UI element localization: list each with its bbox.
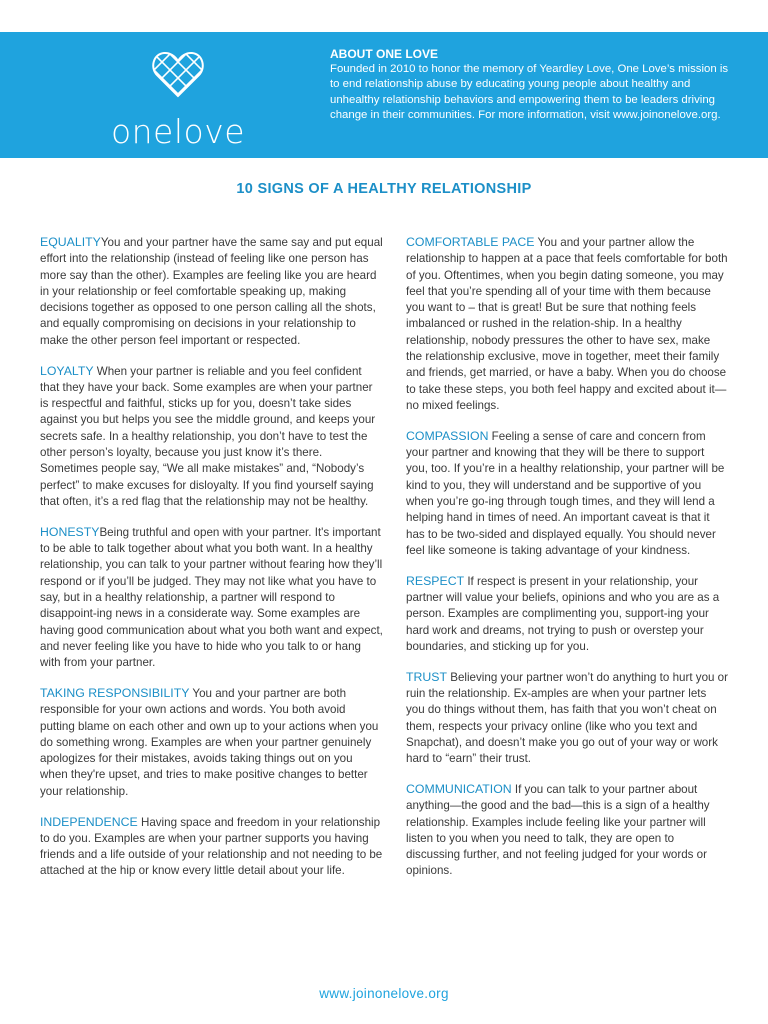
section-equality xyxy=(40,234,383,349)
section-text: Feeling a sense of care and concern from your partner and knowing that they will be there to support you, too. If you’re in a healthy relationship, your partner will be kind to you, they will understand and be supportive of you when you’re go-ing through tough times, and they will lend a helping hand in times of need. An important caveat is that it has to be two-sided and displayed equally. You should never feel like someone is taking advantage of your kindness. xyxy=(406,429,725,557)
section-heading: EQUALITY xyxy=(40,235,101,249)
footer-website-link[interactable]: www.joinonelove.org xyxy=(319,986,449,1001)
section-heading: COMMUNICATION xyxy=(406,781,512,796)
section-heading: COMPASSION xyxy=(406,428,489,443)
section-communication xyxy=(406,781,728,880)
section-text: When your partner is reliable and you feel confident that they have your back. Some examples are when your partner is respectful and faithful, sticks up for you, doesn’t take sides against you but helps you see the middle ground, and keeps your secrets safe. In a healthy relationship, you don’t have to test the other person’s loyalty, because you just know it’s there. Sometimes people say, “We all make mistakes” and, “Nobody’s perfect” to make excuses for disloyalty. If you find yourself saying that often, it’s a red flag that the relationship may not be healthy. xyxy=(40,364,376,508)
section-heading: HONESTY xyxy=(40,524,100,539)
section-honesty xyxy=(40,524,383,672)
section-text: Believing your partner won’t do anything to hurt you or ruin the relationship. Ex-amples are when your partner lets you do things without them, has faith that you won’t cheat on them, respects your privacy online (like who you text and Snapchat), and doesn’t make you go out of your way or work hard to “earn” their trust. xyxy=(406,670,728,766)
section-loyalty xyxy=(40,363,383,511)
section-independence xyxy=(40,814,383,880)
section-heading: LOYALTY xyxy=(40,363,94,378)
heart-lattice-icon xyxy=(152,48,204,100)
left-column xyxy=(40,234,383,893)
section-text: Having space and freedom in your relationship to do you. Examples are when your partner supports you having friends and a life outside of your relationship and not needing to be attached at the hip or know every little detail about your life. xyxy=(40,815,383,878)
section-heading: INDEPENDENCE xyxy=(40,814,138,829)
about-title: ABOUT ONE LOVE xyxy=(330,47,439,61)
section-heading: TRUST xyxy=(406,669,447,684)
section-heading: TAKING RESPONSIBILITY xyxy=(40,685,190,700)
right-column xyxy=(406,234,728,893)
one-love-logo[interactable] xyxy=(96,44,260,154)
page-title: 10 SIGNS OF A HEALTHY RELATIONSHIP xyxy=(236,181,532,197)
section-text: You and your partner are both responsible for your own actions and words. You both avoid putting blame on each other and own up to your actions when you do something wrong. Examples are when your partner genuinely apologizes for their mistakes, avoids taking things out on you when they're upset, and tries to make positive changes to better your relationship. xyxy=(40,686,379,798)
header-banner xyxy=(0,32,768,158)
about-block xyxy=(330,47,730,123)
section-heading: COMFORTABLE PACE xyxy=(406,235,535,249)
section-text: If respect is present in your relationship, your partner will value your beliefs, opinions and who you are as a person. Examples are complimenting you, support-ing your hard work and dreams, not trying to push or overstep your boundaries, and sticking up for you. xyxy=(406,574,720,653)
section-text: Being truthful and open with your partner. It's important to be able to talk together about what you both want. In a healthy relationship, you can talk to your partner without fearing how they’ll respond or if you’ll be judged. They may not like what you have to say, but in a healthy relationship, a partner will respond to disappoint-ing news in a considerate way. Some examples are having good communication about what you both want and expect, and never feeling like you have to hide who you talk to or hang with from your partner. xyxy=(40,525,383,670)
section-comfortable-pace xyxy=(406,234,728,414)
section-respect xyxy=(406,573,728,655)
logo-wordmark: onelove xyxy=(110,112,246,151)
section-compassion xyxy=(406,428,728,559)
section-text: You and your partner allow the relationship to happen at a pace that feels comfortable for both of you. Oftentimes, when you begin dating someone, you may feel that you’re spending all of your time with them because you want to – that is great! But be sure that nothing feels imbalanced or rushed in the relation-ship. In a healthy relationship, nobody pressures the other to have sex, make the relationship exclusive, move in together, meet their family and friends, get married, or have a baby. When you do choose to take these steps, you both feel happy and excited about it—no mixed feelings. xyxy=(406,236,728,412)
section-text: You and your partner have the same say and put equal effort into the relationship (instead of feeling like one person has more say than the other). Examples are feeling like you are heard in your relationship or feel comfortable speaking up, making decisions together as opposed to one person calling all the shots, and equally compromising on decisions in your relationship to make the other person feel important or respected. xyxy=(40,236,383,347)
section-trust xyxy=(406,669,728,768)
section-text: If you can talk to your partner about anything—the good and the bad—this is a sign of a healthy relationship. Examples include feeling like your partner will listen to you when you need to talk, they are open to discussing further, and not feeling judged for your words or opinions. xyxy=(406,782,710,878)
section-taking-responsibility xyxy=(40,685,383,800)
about-body: Founded in 2010 to honor the memory of Yeardley Love, One Love’s mission is to end relationship abuse by educating young people about healthy and unhealthy relationship behaviors and empowering them to be leaders driving change in their communities. For more information, visit www.joinonelove.org. xyxy=(330,63,729,121)
section-heading: RESPECT xyxy=(406,573,465,588)
